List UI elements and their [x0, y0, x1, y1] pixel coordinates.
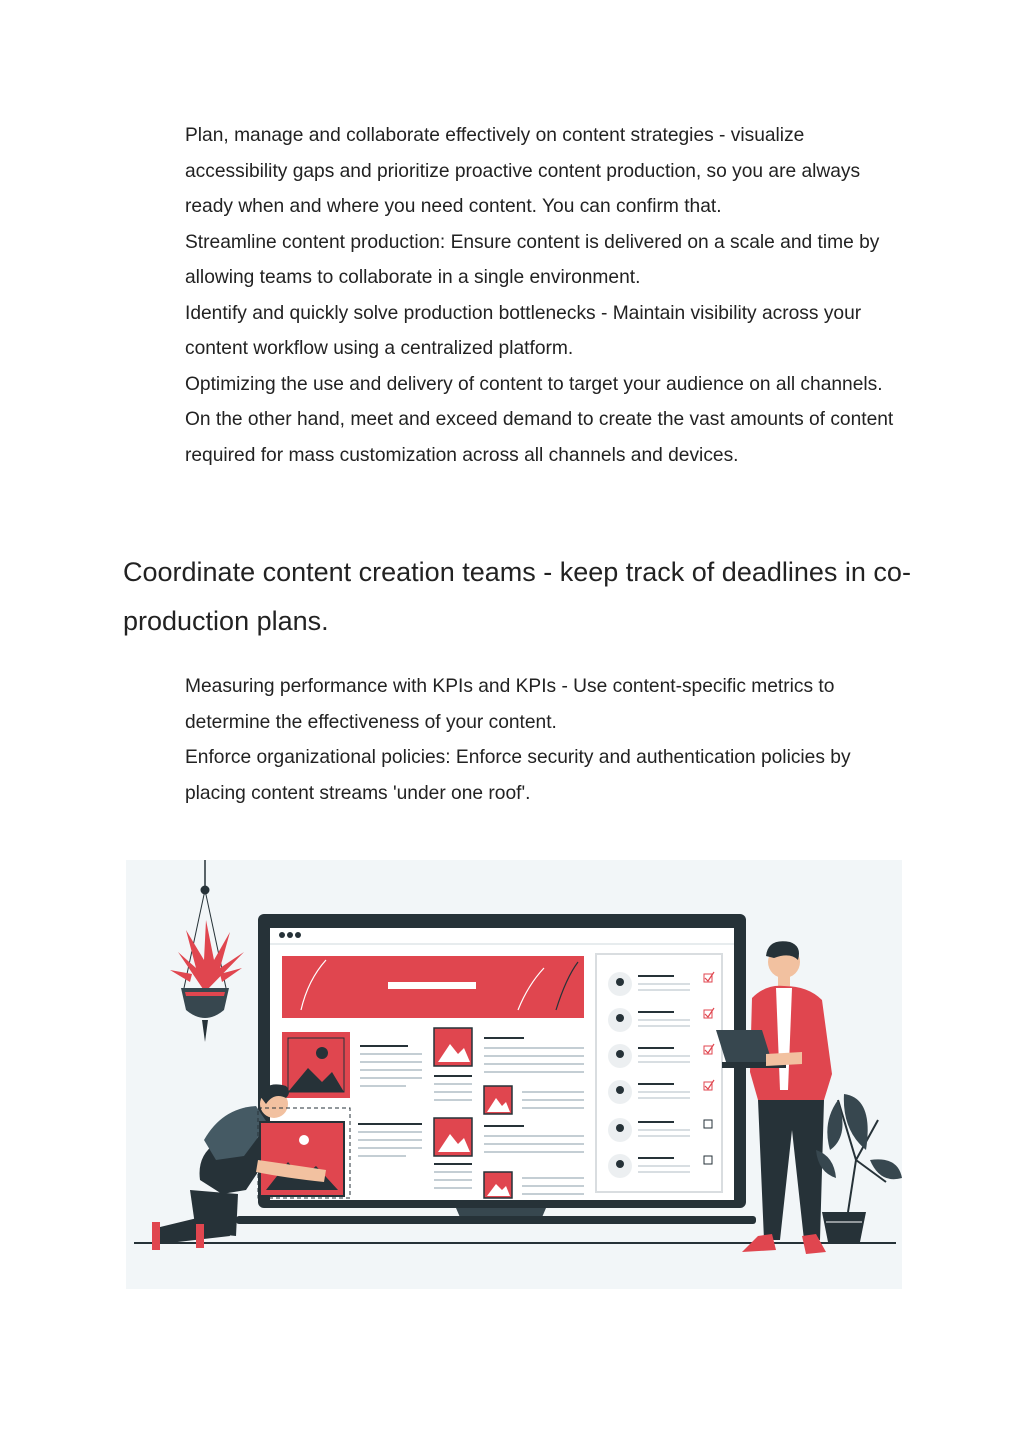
image-thumbnail-4 — [484, 1172, 512, 1198]
content-management-illustration — [126, 860, 902, 1289]
intro-paragraph-4: Optimizing the use and delivery of content to target your audience on all channels. On the other hand, meet and exceed demand to create the vast amounts of content required for mass customization across all channels and devices. — [185, 373, 894, 466]
image-thumbnail-1 — [434, 1028, 472, 1066]
intro-text-block — [185, 118, 905, 473]
secondary-paragraph-2: Enforce organizational policies: Enforce security and authentication policies by placing content streams 'under one roof'. — [185, 747, 851, 804]
image-thumbnail-3 — [434, 1118, 472, 1156]
image-thumbnail-2 — [484, 1086, 512, 1114]
intro-paragraph-1: Plan, manage and collaborate effectively on content strategies - visualize accessibility gaps and prioritize proactive content production, so you are always ready when and where you need content. You can confirm that. — [185, 125, 861, 217]
intro-paragraph-2: Streamline content production: Ensure content is delivered on a scale and time by allowing teams to collaborate in a single environment. — [185, 231, 880, 288]
secondary-text-block — [185, 669, 905, 811]
screen-banner — [282, 956, 584, 1018]
secondary-paragraph-1: Measuring performance with KPIs and KPIs - Use content-specific metrics to determine the effectiveness of your content. — [185, 676, 835, 733]
intro-paragraph-3: Identify and quickly solve production bottlenecks - Maintain visibility across your content workflow using a centralized platform. — [185, 302, 862, 359]
image-card-large — [282, 1032, 350, 1098]
screen-side-panel — [596, 954, 722, 1192]
section-heading: Coordinate content creation teams - keep track of deadlines in co-production plans. — [123, 557, 911, 636]
